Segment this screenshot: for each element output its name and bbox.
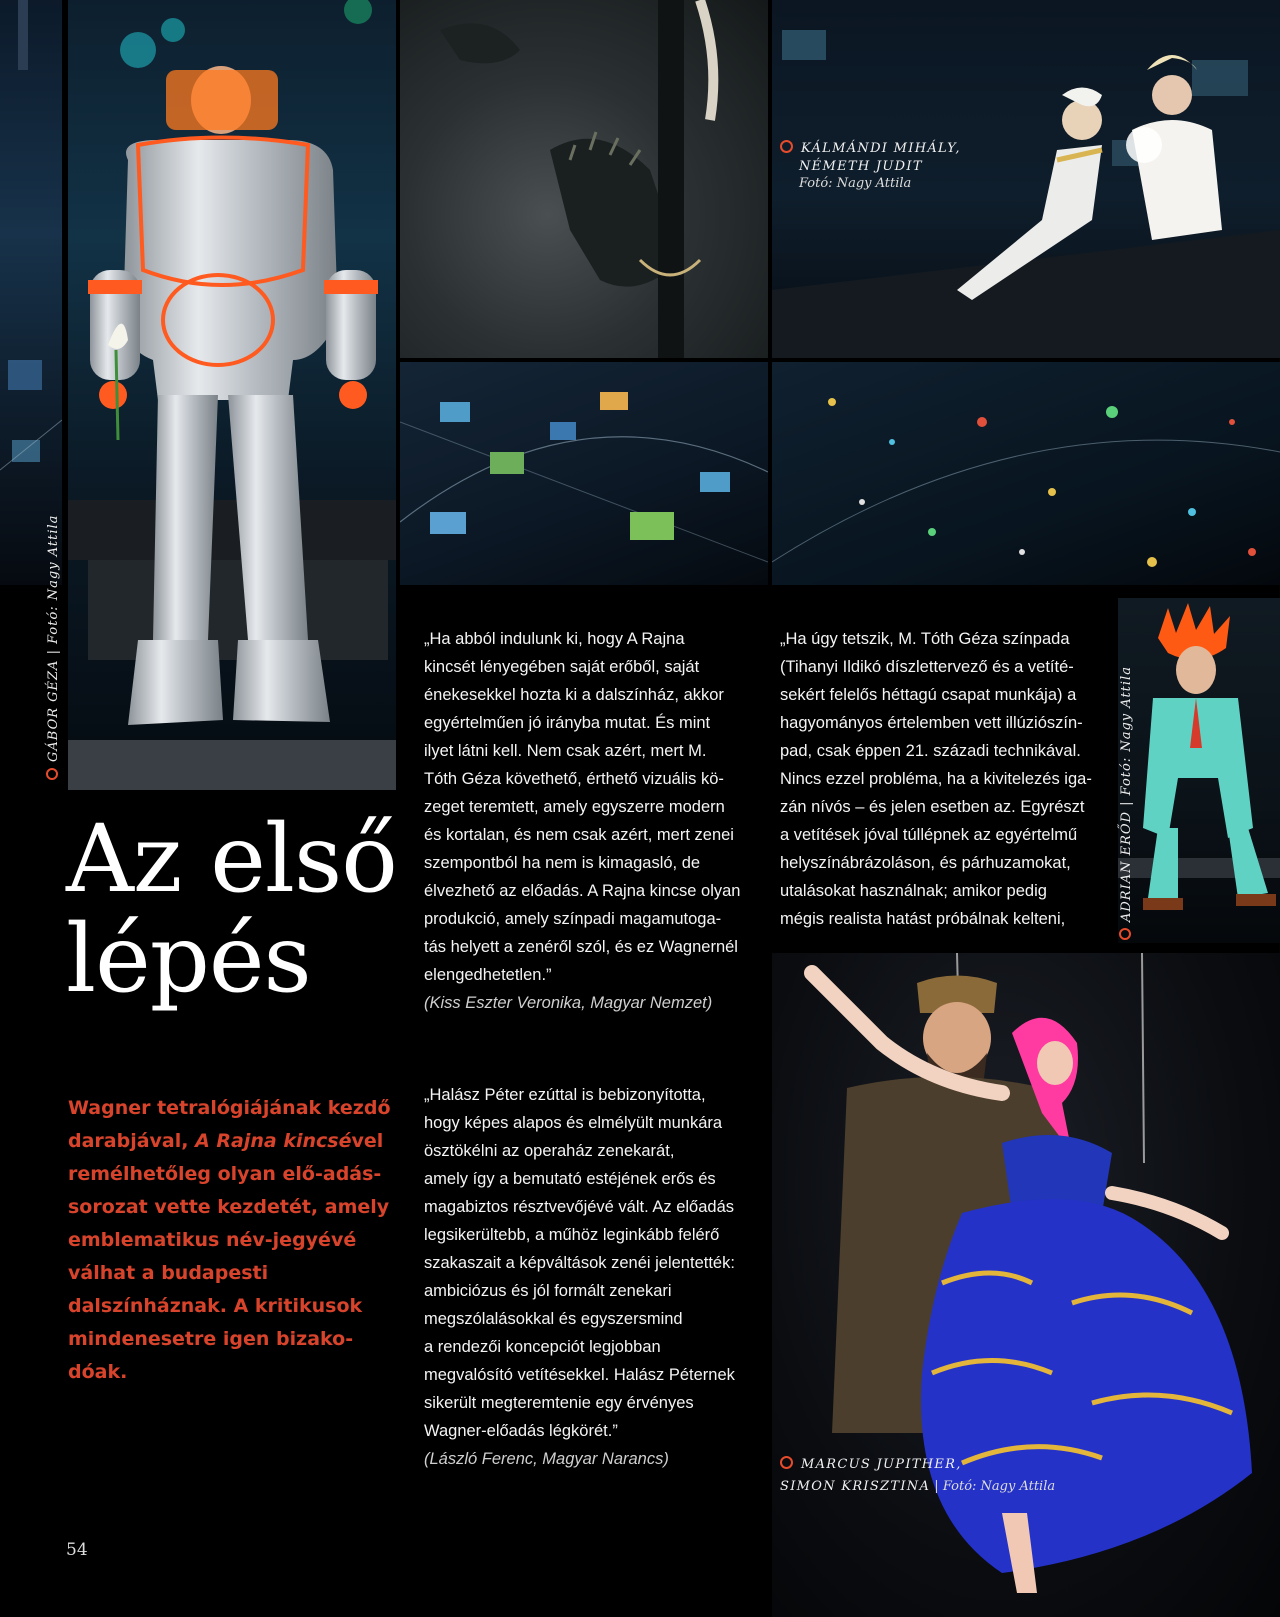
quote-line: zán nívós – és jelen esetben az. Egyrészt [780, 798, 1085, 816]
quote-line: és kortalan, és nem csak azért, mert zenei [424, 826, 734, 844]
review-quote-1 [424, 625, 764, 1017]
quote-lines [780, 625, 1120, 933]
quote-line: mégis realista hatást próbálnak kelteni, [780, 910, 1066, 928]
quote-line: „Ha abból indulunk ki, hogy A Rajna [424, 630, 685, 648]
quote-line: megszólalásokkal és egyszersmind [424, 1310, 683, 1328]
quote-line: Nincs ezzel probléma, ha a kivitelezés iga- [780, 770, 1092, 788]
gabor-geza-caption: GÁBOR GÉZA | Fotó: Nagy Attila [46, 515, 61, 780]
kalmandi-nemeth-caption: KÁLMÁNDI MIHÁLY, NÉMETH JUDIT Fotó: Nagy Attila [780, 140, 961, 193]
quote-line: amely így a bemutató estéjének erős és [424, 1170, 716, 1188]
quote-line: ilyet látni kell. Nem csak azért, mert M. [424, 742, 707, 760]
article-lead: Wagner tetralógiájának kezdő darabjával, A Rajna kincsével remélhetőleg olyan elő-adás-sorozat vette kezdetét, amely emblematikus név-jegyévé válhat a budapesti dalszínháznak. A kritikusok mindenesetre igen bizako-dóak. [68, 1097, 391, 1383]
projection-map-photo-1 [400, 362, 768, 585]
review-quote-2 [424, 1081, 764, 1473]
quote-source: (László Ferenc, Magyar Narancs) [424, 1450, 669, 1468]
quote-line: megvalósító vetítésekkel. Halász Péternek [424, 1366, 735, 1384]
quote-line: zeget teremtett, amely egyszerre modern [424, 798, 725, 816]
quote-line: legsikerültebb, a műhöz leginkább felérő [424, 1226, 720, 1244]
quote-line: tás helyett a zenéről szól, és ez Wagnernél [424, 938, 738, 956]
quote-line: elengedhetetlen.” [424, 966, 552, 984]
quote-line: helyszínábrázoláson, és párhuzamokat, [780, 854, 1071, 872]
quote-line: pad, csak éppen 21. századi technikával. [780, 742, 1081, 760]
caption-bullet-icon [780, 140, 793, 153]
article-headline: Az első lépés [66, 805, 397, 1014]
quote-line: produkció, amely színpadi magamutoga- [424, 910, 722, 928]
quote-line: hagyományos értelemben vett illúziószín- [780, 714, 1083, 732]
projection-map-photo-2 [772, 362, 1280, 585]
adrian-erod-photo [1118, 598, 1280, 943]
quote-line: szempontból ha nem is kimagasló, de [424, 854, 701, 872]
silver-costume-singer-photo [68, 0, 396, 790]
quote-line: a rendezői koncepciót legjobban [424, 1338, 661, 1356]
quote-lines [424, 1081, 764, 1445]
review-quote-3 [780, 625, 1120, 933]
caption-bullet-icon [1119, 928, 1131, 940]
quote-lines [424, 625, 764, 989]
quote-line: hogy képes alapos és elmélyült munkára [424, 1114, 723, 1132]
adrian-erod-caption: ADRIAN ERŐD | Fotó: Nagy Attila [1119, 666, 1134, 940]
quote-line: „Ha úgy tetszik, M. Tóth Géza színpada [780, 630, 1070, 648]
quote-line: ambiciózus és jól formált zenekari [424, 1282, 672, 1300]
quote-line: egyértelműen jó irányba mutat. És mint [424, 714, 711, 732]
quote-line: ösztökélni az operaház zenekarát, [424, 1142, 675, 1160]
caption-bullet-icon [46, 768, 58, 780]
quote-line: utalásokat használnak; amikor pedig [780, 882, 1047, 900]
marcus-simon-caption: MARCUS JUPITHER, SIMON KRISZTINA | Fotó: Nagy Attila [780, 1457, 1056, 1494]
quote-source: (Kiss Eszter Veronika, Magyar Nemzet) [424, 994, 713, 1012]
stage-projection-strip-photo [0, 0, 62, 585]
quote-line: sekért felelős héttagú csapat munkája) a [780, 686, 1077, 704]
caption-bullet-icon [780, 1456, 793, 1469]
quote-line: kincsét lényegében saját erőből, saját [424, 658, 700, 676]
page-number: 54 [66, 1540, 88, 1560]
quote-line: magabiztos résztvevőjévé vált. Az előadás [424, 1198, 734, 1216]
marcus-simon-photo [772, 953, 1280, 1617]
quote-line: Wagner-előadás légkörét.” [424, 1422, 618, 1440]
quote-line: szakaszait a képváltások zenéi jelentették: [424, 1254, 735, 1272]
quote-line: a vetítések jóval túllépnek az egyértelmű [780, 826, 1078, 844]
quote-line: Tóth Géza követhető, érthető vizuális kö- [424, 770, 724, 788]
dragon-projection-photo [400, 0, 768, 358]
quote-line: (Tihanyi Ildikó díszlettervező és a vetíté- [780, 658, 1074, 676]
quote-line: énekesekkel hozta ki a dalszínház, akkor [424, 686, 724, 704]
quote-line: élvezhető az előadás. A Rajna kincse olyan [424, 882, 741, 900]
quote-line: sikerült megteremtenie egy érvényes [424, 1394, 694, 1412]
quote-line: „Halász Péter ezúttal is bebizonyította, [424, 1086, 706, 1104]
